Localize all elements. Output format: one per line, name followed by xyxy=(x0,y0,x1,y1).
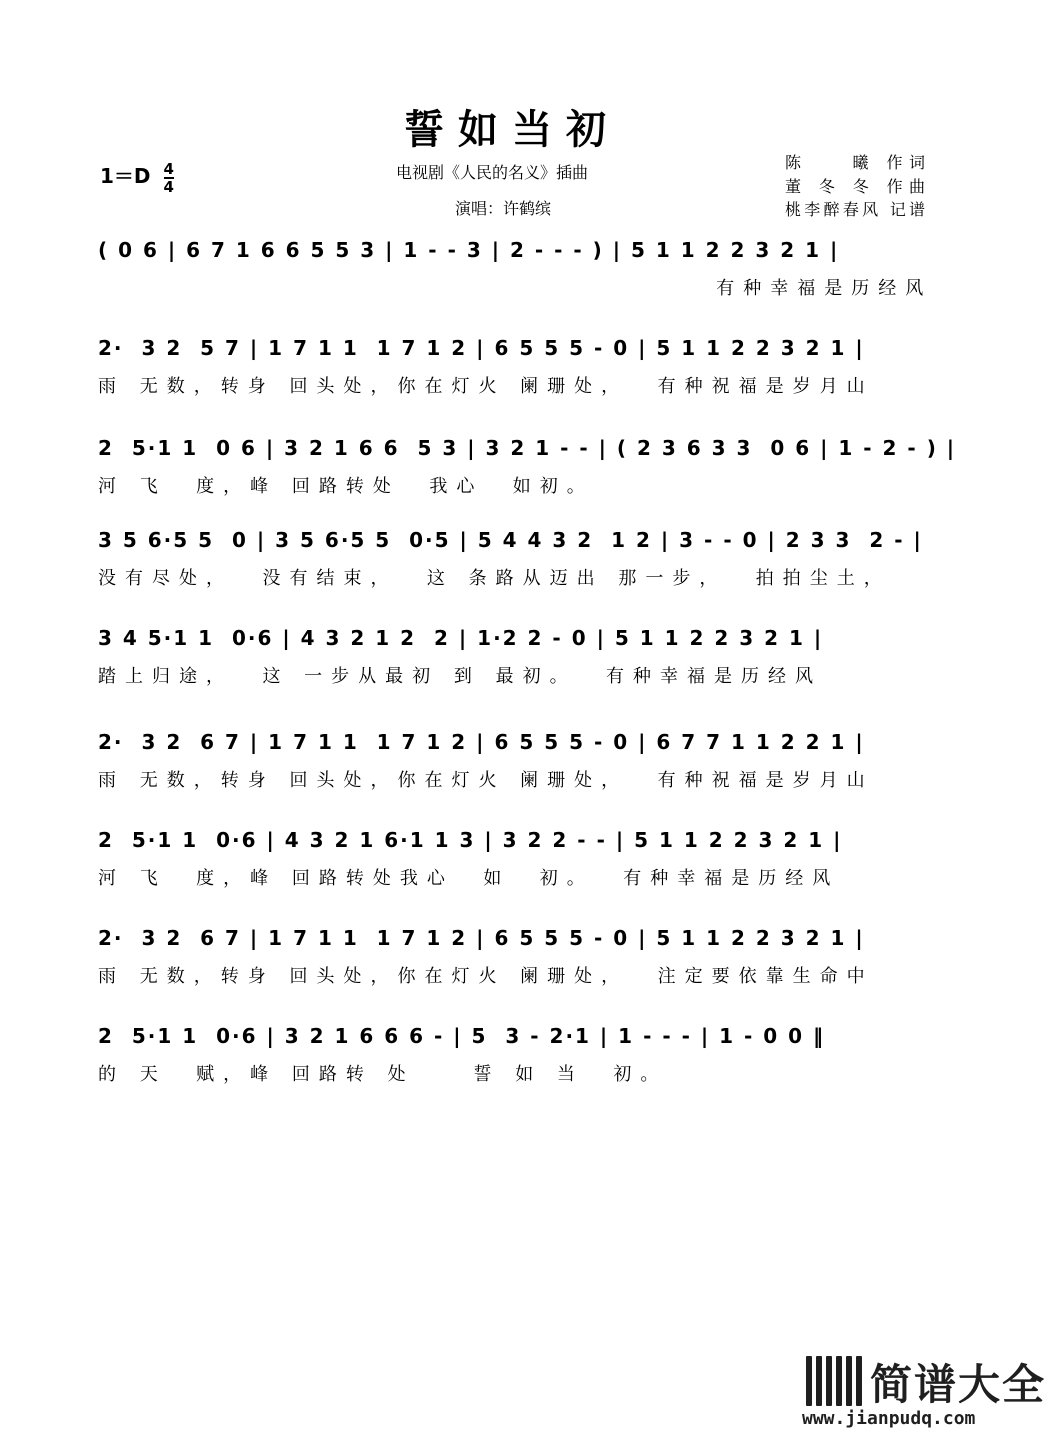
lyrics: 河 飞 度，峰 回路转处 我心 如初。 xyxy=(98,476,594,497)
time-signature xyxy=(163,159,174,196)
time-top: 4 xyxy=(163,159,174,178)
lyrics: 雨 无数，转身 回头处，你在灯火 阑珊处， 有种祝福是岁月山 xyxy=(98,376,874,397)
lyrics: 踏上归途， 这 一步从最初 到 最初。 有种幸福是历经风 xyxy=(98,666,823,687)
lyrics: 河 飞 度，峰 回路转处我心 如 初。 有种幸福是历经风 xyxy=(98,868,840,889)
drama-subtitle: 电视剧《人民的名义》插曲 xyxy=(396,163,589,182)
key-signature xyxy=(100,160,174,194)
notation: 2· 3 2 6 7 | 1 7 1 1 1 7 1 2 | 6 5 5 5 - 0 | 5 1 1 2 2 3 2 1 | xyxy=(98,926,865,950)
notation: 2 5·1 1 0 6 | 3 2 1 6 6 5 3 | 3 2 1 - - | ( 2 3 6 3 3 0 6 | 1 - 2 - ) | xyxy=(98,436,957,460)
lyrics: 雨 无数，转身 回头处，你在灯火 阑珊处， 注定要依靠生命中 xyxy=(98,966,874,987)
notation: 2 5·1 1 0·6 | 4 3 2 1 6·1 1 3 | 3 2 2 - - | 5 1 1 2 2 3 2 1 | xyxy=(98,828,843,852)
song-title: 誓如当初 xyxy=(404,106,620,153)
piano-keys-icon xyxy=(800,1356,864,1406)
site-url[interactable]: www.jianpudq.com xyxy=(802,1408,976,1429)
notation: 3 4 5·1 1 0·6 | 4 3 2 1 2 2 | 1·2 2 - 0 | 5 1 1 2 2 3 2 1 | xyxy=(98,626,824,650)
composer-credit: 董 冬 冬 作曲 xyxy=(785,177,925,196)
key-label: 1＝D xyxy=(100,164,151,188)
transcriber-credit: 桃李醉春风 记谱 xyxy=(785,200,925,219)
lyrics: 没有尽处， 没有结束， 这 条路从迈出 那一步， 拍拍尘土， xyxy=(98,568,891,589)
notation: 3 5 6·5 5 0 | 3 5 6·5 5 0·5 | 5 4 4 3 2 1 2 | 3 - - 0 | 2 3 3 2 - | xyxy=(98,528,923,552)
lyrics: 的 天 赋，峰 回路转 处 誓 如 当 初。 xyxy=(98,1064,668,1085)
notation: 2· 3 2 5 7 | 1 7 1 1 1 7 1 2 | 6 5 5 5 - 0 | 5 1 1 2 2 3 2 1 | xyxy=(98,336,865,360)
notation: ( 0 6 | 6 7 1 6 6 5 5 3 | 1 - - 3 | 2 - - - ) | 5 1 1 2 2 3 2 1 | xyxy=(98,238,840,262)
notation: 2 5·1 1 0·6 | 3 2 1 6 6 6 - | 5 3 - 2·1 | 1 - - - | 1 - 0 0 ‖ xyxy=(98,1024,826,1048)
lyrics: 有种幸福是历经风 xyxy=(98,278,933,299)
lyricist-credit: 陈 曦 作词 xyxy=(785,153,925,172)
notation: 2· 3 2 6 7 | 1 7 1 1 1 7 1 2 | 6 5 5 5 - 0 | 6 7 7 1 1 2 2 1 | xyxy=(98,730,865,754)
lyrics: 雨 无数，转身 回头处，你在灯火 阑珊处， 有种祝福是岁月山 xyxy=(98,770,874,791)
brand-name: 简谱大全 xyxy=(870,1360,1046,1409)
singer-subtitle: 演唱：许鹤缤 xyxy=(455,199,552,218)
time-bottom: 4 xyxy=(163,177,174,196)
